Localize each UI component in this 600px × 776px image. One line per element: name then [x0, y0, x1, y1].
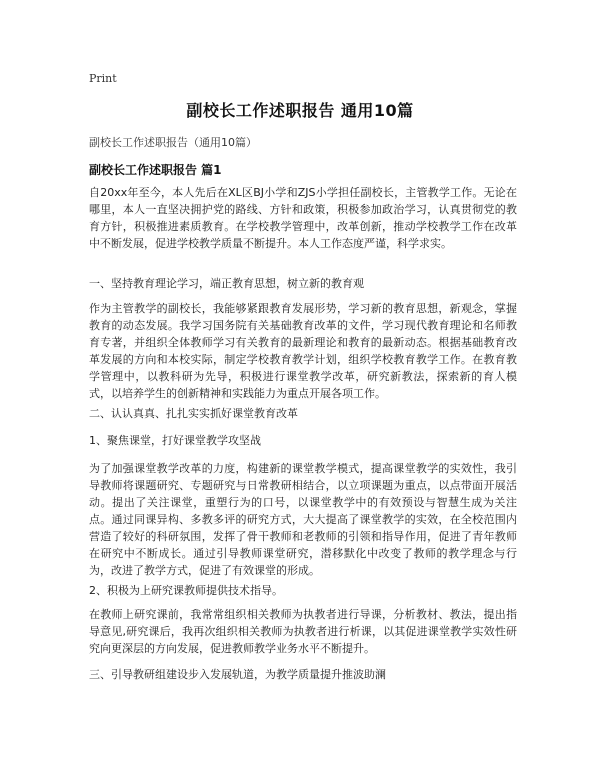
print-link[interactable]: Print — [89, 72, 117, 85]
heading-2: 二、认认真真、扎扎实实抓好课堂教育改革 — [89, 407, 298, 420]
paragraph-2-1: 为了加强课堂教学改革的力度，构建新的课堂教学模式，提高课堂教学的实效性，我引导教师将课题研究、专题研究与日常教研相结合，以立项课题为重点，以点带面开展活动。提出了关注课堂，重塑行为的口号，以课堂教学中的有效预设与智慧生成为关注点。通过同课异构、多教多评的研究方式，大大提高了课堂教学的实效，在全校范围内营造了较好的科研氛围，发挥了骨干教师和老教师的引领和指导作用，促进了青年教师在研究中不断成长。通过引导教师课堂研究，潜移默化中改变了教师的教学理念与行为，改进了教学方式，促进了有效课堂的形成。 — [89, 462, 517, 577]
heading-2-2: 2、积极为上研究课教师提供技术指导。 — [89, 584, 283, 597]
heading-2-1: 1、聚焦课堂，打好课堂教学攻坚战 — [89, 434, 261, 447]
document-subtitle: 副校长工作述职报告（通用10篇） — [89, 136, 257, 149]
paragraph-2-2: 在教师上研究课前，我常常组织相关教师为执教者进行导课，分析教材、教法，提出指导意见,研究课后，我再次组织相关教师为执教者进行析课，以其促进课堂教学实效性研究向更深层的方向发展，促进教师教学业务水平不断提升。 — [89, 608, 517, 655]
paragraph-1: 作为主管教学的副校长，我能够紧跟教育发展形势，学习新的教育思想，新观念，掌握教育的动态发展。我学习国务院有关基础教育改革的文件，学习现代教育理论和名师教育专著，并组织全体教师学习有关教育的最新理论和教育的最新动态。根据基础教育改革发展的方向和本校实际，制定学校教育教学计划，组织学校教育教学工作。在教育教学管理中，以教科研为先导，积极进行课堂教学改革，研究新教法，探索新的育人模式，以培养学生的创新精神和实践能力为重点开展各项工作。 — [89, 302, 517, 400]
heading-1: 一、坚持教育理论学习，端正教育思想，树立新的教育观 — [89, 277, 364, 290]
page-title: 副校长工作述职报告 通用10篇 — [186, 101, 414, 120]
heading-3: 三、引导教研组建设步入发展轨道，为教学质量提升推波助澜 — [89, 668, 386, 681]
intro-paragraph: 自20xx年至今，本人先后在XL区BJ小学和ZJS小学担任副校长，主管教学工作。无论在哪里，本人一直坚决拥护党的路线、方针和政策，积极参加政治学习，认真贯彻党的教育方针，积极推进素质教育。在学校教学管理中，改革创新，推动学校教学工作在改革中不断发展，促进学校教学质量不断提升。本人工作态度严谨，科学求实。 — [89, 186, 517, 250]
section-heading: 副校长工作述职报告 篇1 — [89, 163, 222, 177]
